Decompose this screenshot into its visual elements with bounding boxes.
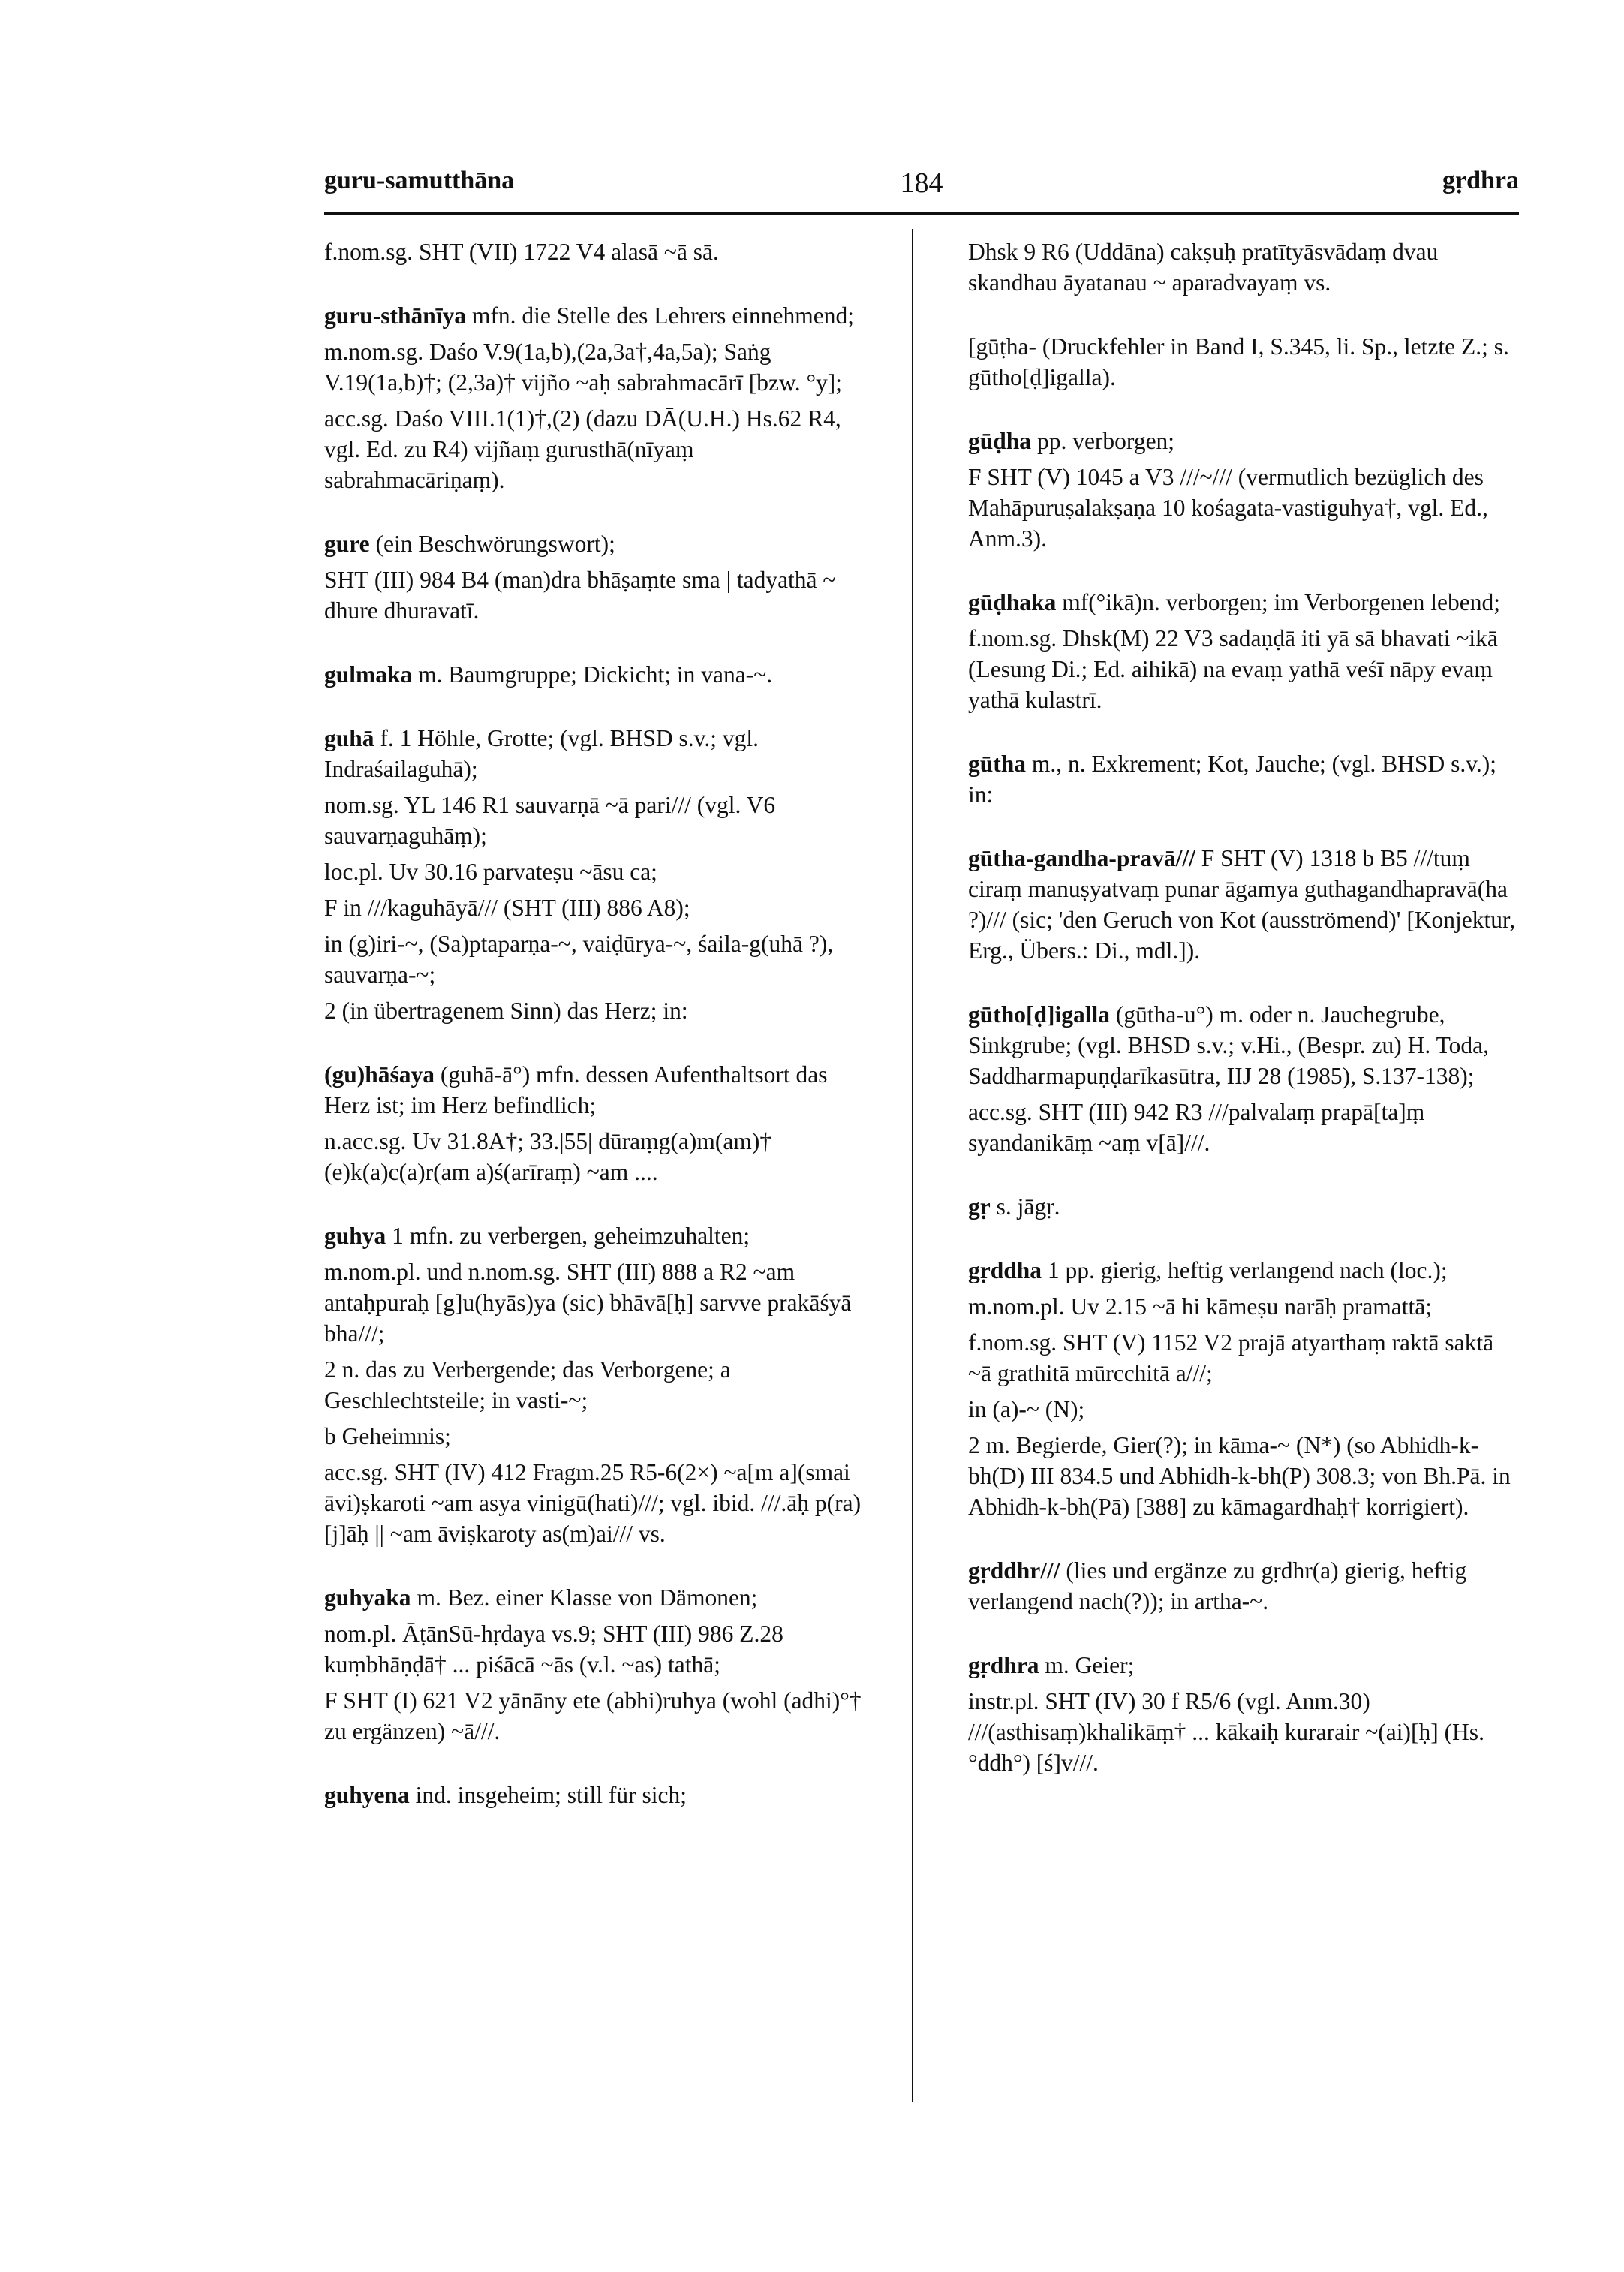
entry-line: acc.sg. Daśo VIII.1(1)†,(2) (dazu DĀ(U.H.) Hs.62 R4, vgl. Ed. zu R4) vijñaṃ gurusthā(nīyaṃ sabrahmacāriṇaṃ). — [324, 405, 841, 493]
entry-lemma: gūtha-gandha-pravā/// F SHT (V) 1318 b B5 ///tuṃ ciraṃ manuṣyatvaṃ punar āgamya guthagandhapravā(ha ?)/// (sic; 'den Geruch von Kot (ausströmend)' [Konjektur, Erg., Übers.: Di., mdl.]). — [968, 845, 1516, 964]
lemma-headword: gṛddhr/// — [968, 1557, 1060, 1584]
entry-line: acc.sg. SHT (III) 942 R3 ///palvalaṃ prapā[ta]ṃ syandanikāṃ ~aṃ v[ā]///. — [968, 1099, 1425, 1156]
entry-line: m.nom.sg. Daśo V.9(1a,b),(2a,3a†,4a,5a); Saṅg V.19(1a,b)†; (2,3a)† vijño ~aḥ sabrahmacārī [bzw. °y]; — [324, 339, 843, 396]
header-right-headword: gṛdhra — [1442, 167, 1519, 194]
header-rule — [324, 212, 1519, 215]
entry-line: in (g)iri-~, (Sa)ptaparṇa-~, vaiḍūrya-~, śaila-g(uhā ?), sauvarṇa-~; — [324, 931, 834, 988]
entry-line: F SHT (I) 621 V2 yānāny ete (abhi)ruhya (wohl (adhi)°† zu ergänzen) ~ā///. — [324, 1687, 862, 1744]
lemma-headword: gṛddha — [968, 1257, 1042, 1283]
entry-line: F in ///kaguhāyā/// (SHT (III) 886 A8); — [324, 895, 690, 921]
entry-lemma: guru-sthānīya mfn. die Stelle des Lehrers einnehmend; — [324, 302, 855, 329]
entry-line: acc.sg. SHT (IV) 412 Fragm.25 R5-6(2×) ~a[m a](smai āvi)ṣkaroti ~am asya vinigū(hati)///; vgl. ibid. ///.āḥ p(ra)[j]āḥ || ~am āviṣkaroty as(m)ai/// vs. — [324, 1459, 862, 1547]
entry-line: 2 (in übertragenem Sinn) das Herz; in: — [324, 998, 688, 1024]
entry-lemma: gṛdhra m. Geier; — [968, 1652, 1135, 1678]
entry-line: nom.pl. ĀṭānSū-hṛdaya vs.9; SHT (III) 986 Z.28 kuṃbhāṇḍā† ... piśācā ~ās (v.l. ~as) tathā; — [324, 1620, 783, 1678]
entry-lemma: guhya 1 mfn. zu verbergen, geheimzuhalten; — [324, 1223, 750, 1249]
entry-lemma: gūtha m., n. Exkrement; Kot, Jauche; (vgl. BHSD s.v.); in: — [968, 751, 1497, 808]
lemma-headword: guhyena — [324, 1782, 410, 1808]
entry-line: f.nom.sg. SHT (VII) 1722 V4 alasā ~ā sā. — [324, 239, 719, 265]
entry-line: loc.pl. Uv 30.16 parvateṣu ~āsu ca; — [324, 859, 657, 885]
entry-line: in (a)-~ (N); — [968, 1396, 1085, 1422]
lemma-headword: guru-sthānīya — [324, 302, 467, 329]
lemma-headword: gūtha — [968, 751, 1027, 777]
header-left-headword: guru-samutthāna — [324, 167, 515, 194]
lemma-headword: guhyaka — [324, 1584, 411, 1611]
lemma-headword: gūtha-gandha-pravā/// — [968, 845, 1195, 871]
lemma-headword: gṛ — [968, 1193, 991, 1220]
running-header — [324, 167, 1519, 212]
entry-lemma: guhā f. 1 Höhle, Grotte; (vgl. BHSD s.v.; vgl. Indraśailaguhā); — [324, 725, 759, 782]
entry-lemma: gulmaka m. Baumgruppe; Dickicht; in vana-~. — [324, 661, 773, 688]
entry-lemma: gṛddha 1 pp. gierig, heftig verlangend nach (loc.); — [968, 1257, 1448, 1283]
entry-lemma: guhyaka m. Bez. einer Klasse von Dämonen; — [324, 1584, 758, 1611]
lemma-headword: gulmaka — [324, 661, 413, 688]
entry-lemma: gūtho[ḍ]igalla (gūtha-u°) m. oder n. Jauchegrube, Sinkgrube; (vgl. BHSD s.v.; v.Hi., (Bespr. zu) H. Toda, Saddharmapuṇḍarīkasūtra, IIJ 28 (1985), S.137-138); — [968, 1001, 1489, 1089]
entry-line: 2 n. das zu Verbergende; das Verborgene; a Geschlechtsteile; in vasti-~; — [324, 1356, 731, 1413]
entry-line: F SHT (V) 1045 a V3 ///~/// (vermutlich bezüglich des Mahāpuruṣalakṣaṇa 10 kośagata-vastiguhya†, vgl. Ed., Anm.3). — [968, 464, 1488, 552]
entry-line: m.nom.pl. und n.nom.sg. SHT (III) 888 a R2 ~am antaḥpuraḥ [g]u(hyās)ya (sic) bhāvā[ḥ] sarvve prakāśyā bha///; — [324, 1259, 852, 1347]
entry-lemma: (gu)hāśaya (guhā-ā°) mfn. dessen Aufenthaltsort das Herz ist; im Herz befindlich; — [324, 1061, 828, 1118]
entry-lemma: gṛ s. jāgṛ. — [968, 1193, 1060, 1220]
entry-line: nom.sg. YL 146 R1 sauvarṇā ~ā pari/// (vgl. V6 sauvarṇaguhāṃ); — [324, 792, 776, 849]
entry-line: instr.pl. SHT (IV) 30 f R5/6 (vgl. Anm.30) ///(asthisaṃ)khalikāṃ† ... kākaiḥ kurarair ~(ai)[ḥ] (Hs. °ddh°) [ś]v///. — [968, 1688, 1484, 1776]
lemma-headword: (gu)hāśaya — [324, 1061, 435, 1088]
lemma-headword: gure — [324, 531, 370, 557]
entry-line: n.acc.sg. Uv 31.8A†; 33.|55| dūraṃg(a)m(am)† (e)k(a)c(a)r(am a)ś(arīraṃ) ~am .... — [324, 1128, 772, 1185]
entry-line: Dhsk 9 R6 (Uddāna) cakṣuḥ pratītyāsvādaṃ dvau skandhau āyatanau ~ aparadvayaṃ vs. — [968, 239, 1439, 296]
lemma-headword: gūḍha — [968, 428, 1032, 454]
left-column — [324, 236, 872, 1816]
lemma-headword: guhya — [324, 1223, 386, 1249]
entry-line: 2 m. Begierde, Gier(?); in kāma-~ (N*) (so Abhidh-k-bh(D) III 834.5 und Abhidh-k-bh(P) 308.3; von Bh.Pā. in Abhidh-k-bh(Pā) [388] zu kāmagardhaḥ† korrigiert). — [968, 1432, 1511, 1520]
entry-line: f.nom.sg. SHT (V) 1152 V2 prajā atyarthaṃ raktā saktā ~ā grathitā mūrcchitā a///; — [968, 1329, 1494, 1386]
entry-line: f.nom.sg. Dhsk(M) 22 V3 sadaṇḍā iti yā sā bhavati ~ikā (Lesung Di.; Ed. aihikā) na evaṃ yathā veśī nāpy evaṃ yathā kulastrī. — [968, 625, 1498, 713]
lemma-headword: guhā — [324, 725, 374, 751]
lemma-headword: gūtho[ḍ]igalla — [968, 1001, 1111, 1028]
entry-lemma: gṛddhr/// (lies und ergänze zu gṛdhr(a) gierig, heftig verlangend nach(?)); in artha-~. — [968, 1557, 1467, 1614]
lemma-headword: gṛdhra — [968, 1652, 1039, 1678]
entry-line: SHT (III) 984 B4 (man)dra bhāṣaṃte sma | tadyathā ~ dhure dhuravatī. — [324, 567, 836, 624]
entry-lemma: gure (ein Beschwörungswort); — [324, 531, 615, 557]
right-column — [968, 236, 1516, 1783]
entry-line: b Geheimnis; — [324, 1423, 451, 1449]
entry-lemma: guhyena ind. insgeheim; still für sich; — [324, 1782, 687, 1808]
column-divider — [912, 229, 913, 2102]
entry-line: [gūṭha- (Druckfehler in Band I, S.345, li. Sp., letzte Z.; s. gūtho[ḍ]igalla). — [968, 333, 1509, 390]
page-number: 184 — [900, 167, 943, 199]
entry-lemma: gūḍhaka mf(°ikā)n. verborgen; im Verborgenen lebend; — [968, 589, 1501, 615]
entry-line: m.nom.pl. Uv 2.15 ~ā hi kāmeṣu narāḥ pramattā; — [968, 1293, 1433, 1320]
lemma-headword: gūḍhaka — [968, 589, 1057, 615]
entry-lemma: gūḍha pp. verborgen; — [968, 428, 1175, 454]
